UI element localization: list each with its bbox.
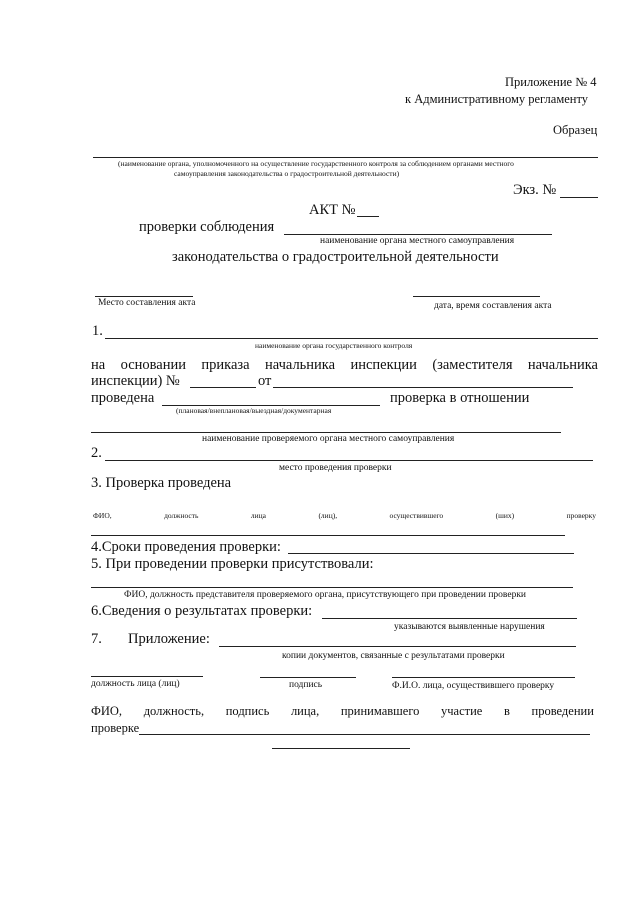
item7-number: 7. [91, 631, 102, 647]
final-word: проведении [531, 704, 594, 718]
basis-word: начальника [264, 357, 336, 373]
check-compliance-label: проверки соблюдения [139, 219, 275, 235]
final-participant-line [139, 734, 590, 735]
inspected-caption: наименование проверяемого органа местного самоуправления [202, 434, 455, 444]
item3-caption-word: ФИО, [93, 511, 112, 520]
act-number-line [357, 216, 379, 217]
appendix-label: Приложение № 4 [505, 75, 597, 89]
item5-caption: ФИО, должность представителя проверяемого органа, присутствующего при проведении проверки [124, 590, 527, 600]
item2-line [105, 460, 593, 461]
item7-line [219, 646, 576, 647]
signature-line [260, 677, 356, 678]
local-gov-caption: наименование органа местного самоуправления [320, 236, 515, 246]
item2-caption: место проведения проверки [279, 463, 392, 473]
item3-caption-word: лица [250, 511, 266, 520]
item3-caption-word: должность [164, 511, 199, 520]
item5-label: 5. При проведении проверки присутствовали: [91, 556, 374, 572]
basis-word: основании [120, 357, 187, 373]
organ-caption-1: (наименование органа, уполномоченного на осуществление государственного контроля за соблюдением органами местного [118, 159, 514, 168]
final-word: в [503, 704, 510, 718]
basis-word: приказа [201, 357, 250, 373]
item3-label: 3. Проверка проведена [91, 475, 232, 491]
item3-caption-word: осуществившего [389, 511, 444, 520]
item2-number: 2. [91, 445, 102, 461]
item6-line [322, 618, 577, 619]
item3-caption-word: проверку [566, 511, 596, 520]
item5-line [91, 587, 573, 588]
order-date-line [273, 387, 573, 388]
item3-caption-word: (лиц), [318, 511, 338, 520]
item1-caption: наименование органа государственного контроля [255, 341, 413, 350]
place-caption: Место составления акта [98, 298, 196, 308]
conducted-caption: (плановая/внеплановая/выездная/документарная [176, 406, 332, 415]
place-line [95, 296, 193, 297]
item7-caption: копии документов, связанные с результатами проверки [282, 651, 505, 661]
item6-caption: указываются выявленные нарушения [394, 622, 545, 632]
position-line [91, 676, 203, 677]
item7-label: Приложение: [128, 631, 210, 647]
item3-caption-word: (ших) [495, 511, 515, 520]
final-word: участие [441, 704, 483, 718]
inspected-line [91, 432, 561, 433]
final-signature-line [272, 748, 410, 749]
basis-word: на [91, 357, 106, 373]
item4-label: 4.Сроки проведения проверки: [91, 539, 281, 555]
organ-line [93, 157, 598, 158]
order-date-label: от [258, 373, 272, 389]
copy-number-label: Экз. № [513, 182, 557, 198]
organ-caption-2: самоуправления законодательства о градостроительной деятельности) [174, 169, 400, 178]
basis-word: инспекции [350, 357, 417, 373]
item3-line [91, 535, 565, 536]
item6-label: 6.Сведения о результатах проверки: [91, 603, 313, 619]
basis-word: (заместителя [432, 357, 513, 373]
final-word: должность, [143, 704, 205, 718]
in-relation-label: проверка в отношении [390, 390, 530, 406]
item1-number: 1. [92, 323, 103, 339]
regulation-label: к Административному регламенту [405, 92, 589, 106]
fio-caption: Ф.И.О. лица, осуществившего проверку [392, 681, 555, 691]
copy-number-line [560, 197, 598, 198]
item4-line [288, 553, 574, 554]
date-line [413, 296, 540, 297]
final-word: подпись [225, 704, 270, 718]
date-caption: дата, время составления акта [434, 301, 552, 311]
item1-line [105, 338, 598, 339]
basis-line-1 [91, 358, 598, 373]
sample-label: Образец [553, 123, 598, 137]
conducted-label: проведена [91, 390, 155, 406]
position-caption: должность лица (лиц) [91, 679, 180, 689]
final-word: принимавшего [340, 704, 420, 718]
basis-word: начальника [527, 357, 598, 373]
local-gov-line [284, 234, 552, 235]
final-word: лица, [290, 704, 320, 718]
order-number-label: инспекции) № [91, 373, 180, 389]
item3-captions [93, 512, 596, 520]
fio-line [392, 677, 575, 678]
legislation-label: законодательства о градостроительной деятельности [172, 249, 499, 265]
act-title: АКТ № [309, 202, 356, 218]
final-line-1 [91, 705, 594, 718]
order-number-line [190, 387, 256, 388]
final-word: ФИО, [91, 704, 123, 718]
final-line-2: проверке [91, 721, 140, 735]
signature-caption: подпись [289, 680, 323, 690]
